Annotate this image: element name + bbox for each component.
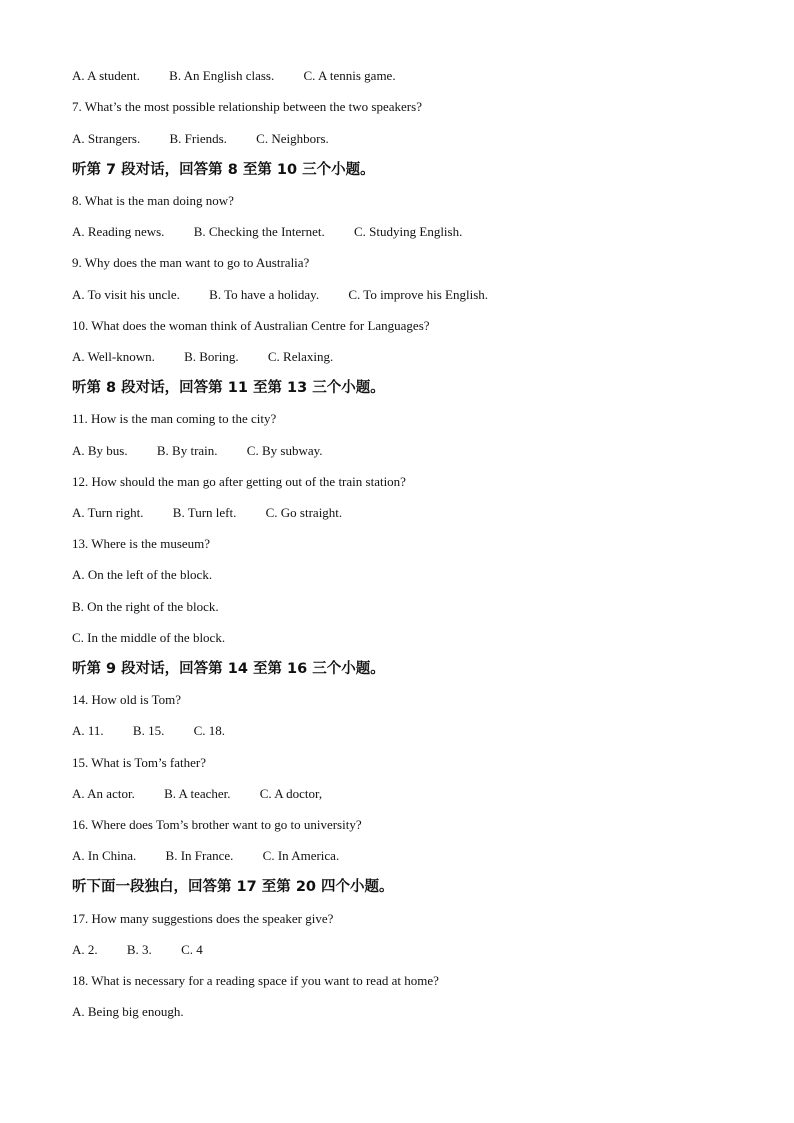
option-b: B. A teacher. [164, 786, 231, 801]
option-c: C. Relaxing. [267, 349, 334, 364]
option-c: C. Neighbors. [256, 131, 329, 146]
options-q11 [72, 443, 323, 459]
option-a: A. Strangers. [72, 131, 141, 146]
question-9: 9. Why does the man want to go to Australia? [72, 255, 310, 270]
options-q17 [72, 942, 203, 958]
options-q15 [72, 786, 322, 802]
options-q10 [72, 349, 333, 365]
section-heading: 听下面一段独白，回答第 17 至第 20 四个小题。 [72, 879, 394, 895]
section-heading: 听第 9 段对话，回答第 14 至第 16 三个小题。 [72, 661, 385, 677]
option-b: B. Turn left. [172, 505, 237, 520]
option-b: B. 3. [126, 942, 152, 957]
question-13: 13. Where is the museum? [72, 536, 211, 551]
options-q12 [72, 505, 342, 521]
option-c: C. In the middle of the block. [72, 630, 226, 645]
option-c: C. Go straight. [265, 505, 343, 520]
option-b: B. An English class. [169, 68, 275, 83]
option-b: B. By train. [156, 443, 218, 458]
option-c: C. Studying English. [354, 224, 463, 239]
section-heading: 听第 7 段对话，回答第 8 至第 10 三个小题。 [72, 162, 375, 178]
options-q7 [72, 131, 329, 147]
options-q16 [72, 848, 339, 864]
option-b: B. In France. [165, 848, 234, 863]
option-a: A. In China. [72, 848, 137, 863]
option-a: A. A student. [72, 68, 140, 83]
option-c: C. 18. [193, 723, 225, 738]
option-b: B. Friends. [169, 131, 227, 146]
option-c: C. To improve his English. [348, 287, 489, 302]
options-q14 [72, 723, 225, 739]
question-12: 12. How should the man go after getting out of the train station? [72, 474, 406, 489]
option-a: A. By bus. [72, 443, 128, 458]
option-a: A. On the left of the block. [72, 567, 213, 582]
question-8: 8. What is the man doing now? [72, 193, 234, 208]
option-c: C. A tennis game. [303, 68, 396, 83]
option-b: B. 15. [132, 723, 165, 738]
option-c: C. By subway. [246, 443, 323, 458]
question-18: 18. What is necessary for a reading space if you want to read at home? [72, 973, 439, 988]
options-q6 [72, 68, 396, 84]
question-10: 10. What does the woman think of Australian Centre for Languages? [72, 318, 430, 333]
option-a: A. Turn right. [72, 505, 144, 520]
option-a: A. 11. [72, 723, 104, 738]
section-heading: 听第 8 段对话，回答第 11 至第 13 三个小题。 [72, 380, 385, 396]
question-17: 17. How many suggestions does the speaker give? [72, 911, 334, 926]
option-b: B. Boring. [184, 349, 239, 364]
option-c: C. In America. [262, 848, 340, 863]
option-a: A. An actor. [72, 786, 135, 801]
option-b: B. On the right of the block. [72, 599, 219, 614]
option-a: A. Well-known. [72, 349, 155, 364]
options-q9 [72, 287, 488, 303]
option-a: A. Being big enough. [72, 1004, 184, 1019]
question-11: 11. How is the man coming to the city? [72, 411, 277, 426]
question-15: 15. What is Tom’s father? [72, 755, 206, 770]
option-a: A. To visit his uncle. [72, 287, 180, 302]
option-a: A. 2. [72, 942, 98, 957]
options-q8 [72, 224, 462, 240]
option-c: C. 4 [181, 942, 203, 957]
option-b: B. Checking the Internet. [193, 224, 325, 239]
option-c: C. A doctor, [259, 786, 323, 801]
question-14: 14. How old is Tom? [72, 692, 181, 707]
question-7: 7. What’s the most possible relationship between the two speakers? [72, 99, 422, 114]
question-16: 16. Where does Tom’s brother want to go to university? [72, 817, 362, 832]
option-a: A. Reading news. [72, 224, 165, 239]
option-b: B. To have a holiday. [209, 287, 320, 302]
